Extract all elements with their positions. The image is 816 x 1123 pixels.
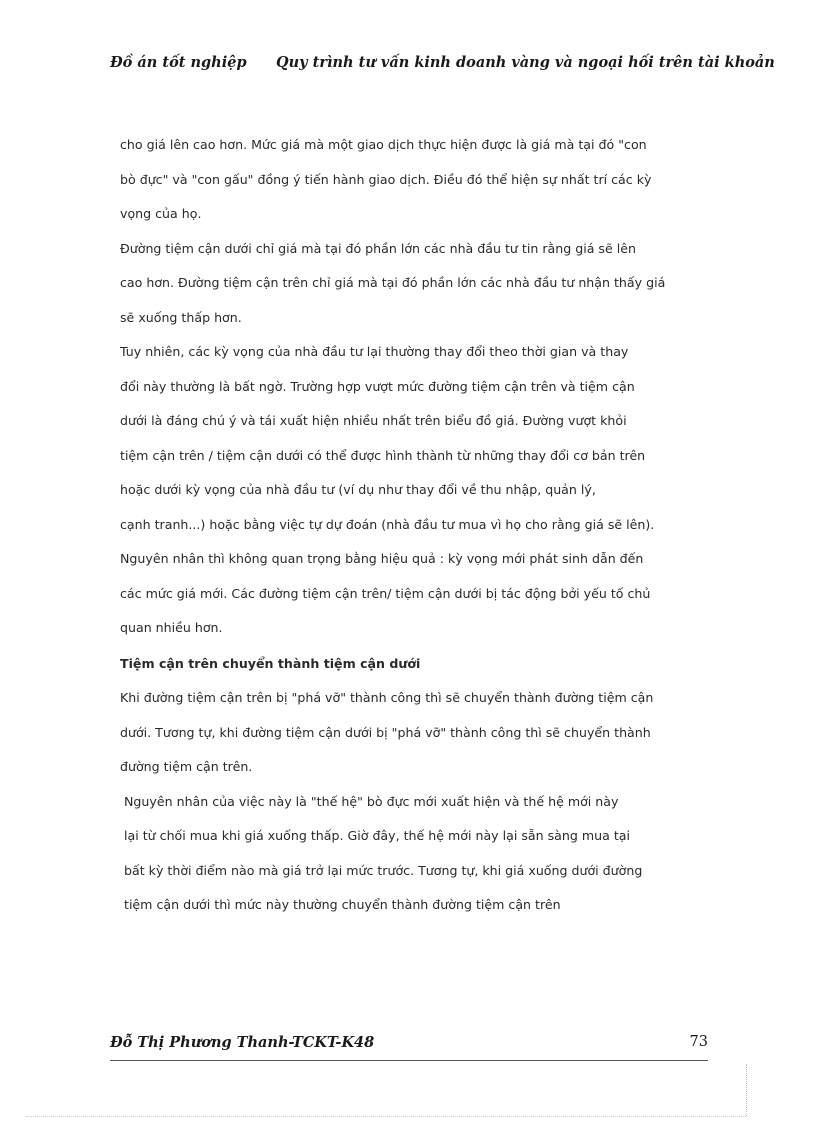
body-line: hoặc dưới kỳ vọng của nhà đầu tư (ví dụ như thay đổi về thu nhập, quản lý, xyxy=(120,482,596,497)
footer-author: Đỗ Thị Phương Thanh-TCKT-K48 xyxy=(110,1034,375,1051)
body-line: lại từ chối mua khi giá xuống thấp. Giờ đây, thế hệ mới này lại sẵn sàng mua tại xyxy=(124,828,631,843)
body-line: bất kỳ thời điểm nào mà giá trở lại mức trước. Tương tự, khi giá xuống dưới đường xyxy=(124,862,643,878)
section-heading: Tiệm cận trên chuyển thành tiệm cận dưới xyxy=(120,655,421,671)
footer-divider xyxy=(110,1060,708,1061)
page-number: 73 xyxy=(689,1034,708,1050)
page-edge-mark-horizontal xyxy=(26,1116,746,1117)
body-line: tiệm cận trên / tiệm cận dưới có thể được hình thành từ những thay đổi cơ bản trên xyxy=(120,447,646,463)
body-line: Đường tiệm cận dưới chỉ giá mà tại đó phần lớn các nhà đầu tư tin rằng giá sẽ lên xyxy=(120,240,636,256)
body-line: bò đực" và "con gấu" đồng ý tiến hành giao dịch. Điều đó thể hiện sự nhất trí các kỳ xyxy=(120,171,652,187)
body-line: cạnh tranh...) hoặc bằng việc tự dự đoán (nhà đầu tư mua vì họ cho rằng giá sẽ lên). xyxy=(120,516,655,532)
body-line: sẽ xuống thấp hơn. xyxy=(120,309,242,325)
body-line: Nguyên nhân của việc này là "thế hệ" bò đực mới xuất hiện và thế hệ mới này xyxy=(124,793,619,809)
header-right-title: Quy trình tư vấn kinh doanh vàng và ngoại hối trên tài khoản xyxy=(276,54,775,71)
body-line: vọng của họ. xyxy=(120,206,202,221)
body-line: đổi này thường là bất ngờ. Trường hợp vượt mức đường tiệm cận trên và tiệm cận xyxy=(120,378,635,394)
body-line: các mức giá mới. Các đường tiệm cận trên/ tiệm cận dưới bị tác động bởi yếu tố chủ xyxy=(120,585,651,601)
page-footer xyxy=(110,1034,708,1056)
page-edge-mark-vertical xyxy=(746,1064,747,1116)
body-line: Nguyên nhân thì không quan trọng bằng hiệu quả : kỳ vọng mới phát sinh dẫn đến xyxy=(120,551,644,566)
body-line: quan nhiều hơn. xyxy=(120,620,223,635)
body-line: cho giá lên cao hơn. Mức giá mà một giao dịch thực hiện được là giá mà tại đó "con xyxy=(120,137,647,152)
document-body xyxy=(120,128,708,923)
page-header xyxy=(110,54,775,76)
body-line: dưới là đáng chú ý và tái xuất hiện nhiều nhất trên biểu đồ giá. Đường vượt khỏi xyxy=(120,413,627,428)
body-line: Khi đường tiệm cận trên bị "phá vỡ" thành công thì sẽ chuyển thành đường tiệm cận xyxy=(120,690,654,705)
body-line: cao hơn. Đường tiệm cận trên chỉ giá mà tại đó phần lớn các nhà đầu tư nhận thấy giá xyxy=(120,275,666,290)
body-line: tiệm cận dưới thì mức này thường chuyển thành đường tiệm cận trên xyxy=(124,897,561,912)
body-line: Tuy nhiên, các kỳ vọng của nhà đầu tư lại thường thay đổi theo thời gian và thay xyxy=(120,344,629,359)
header-left-title: Đồ án tốt nghiệp xyxy=(110,54,247,71)
body-line: dưới. Tương tự, khi đường tiệm cận dưới bị "phá vỡ" thành công thì sẽ chuyển thành xyxy=(120,724,651,740)
body-line: đường tiệm cận trên. xyxy=(120,759,253,774)
